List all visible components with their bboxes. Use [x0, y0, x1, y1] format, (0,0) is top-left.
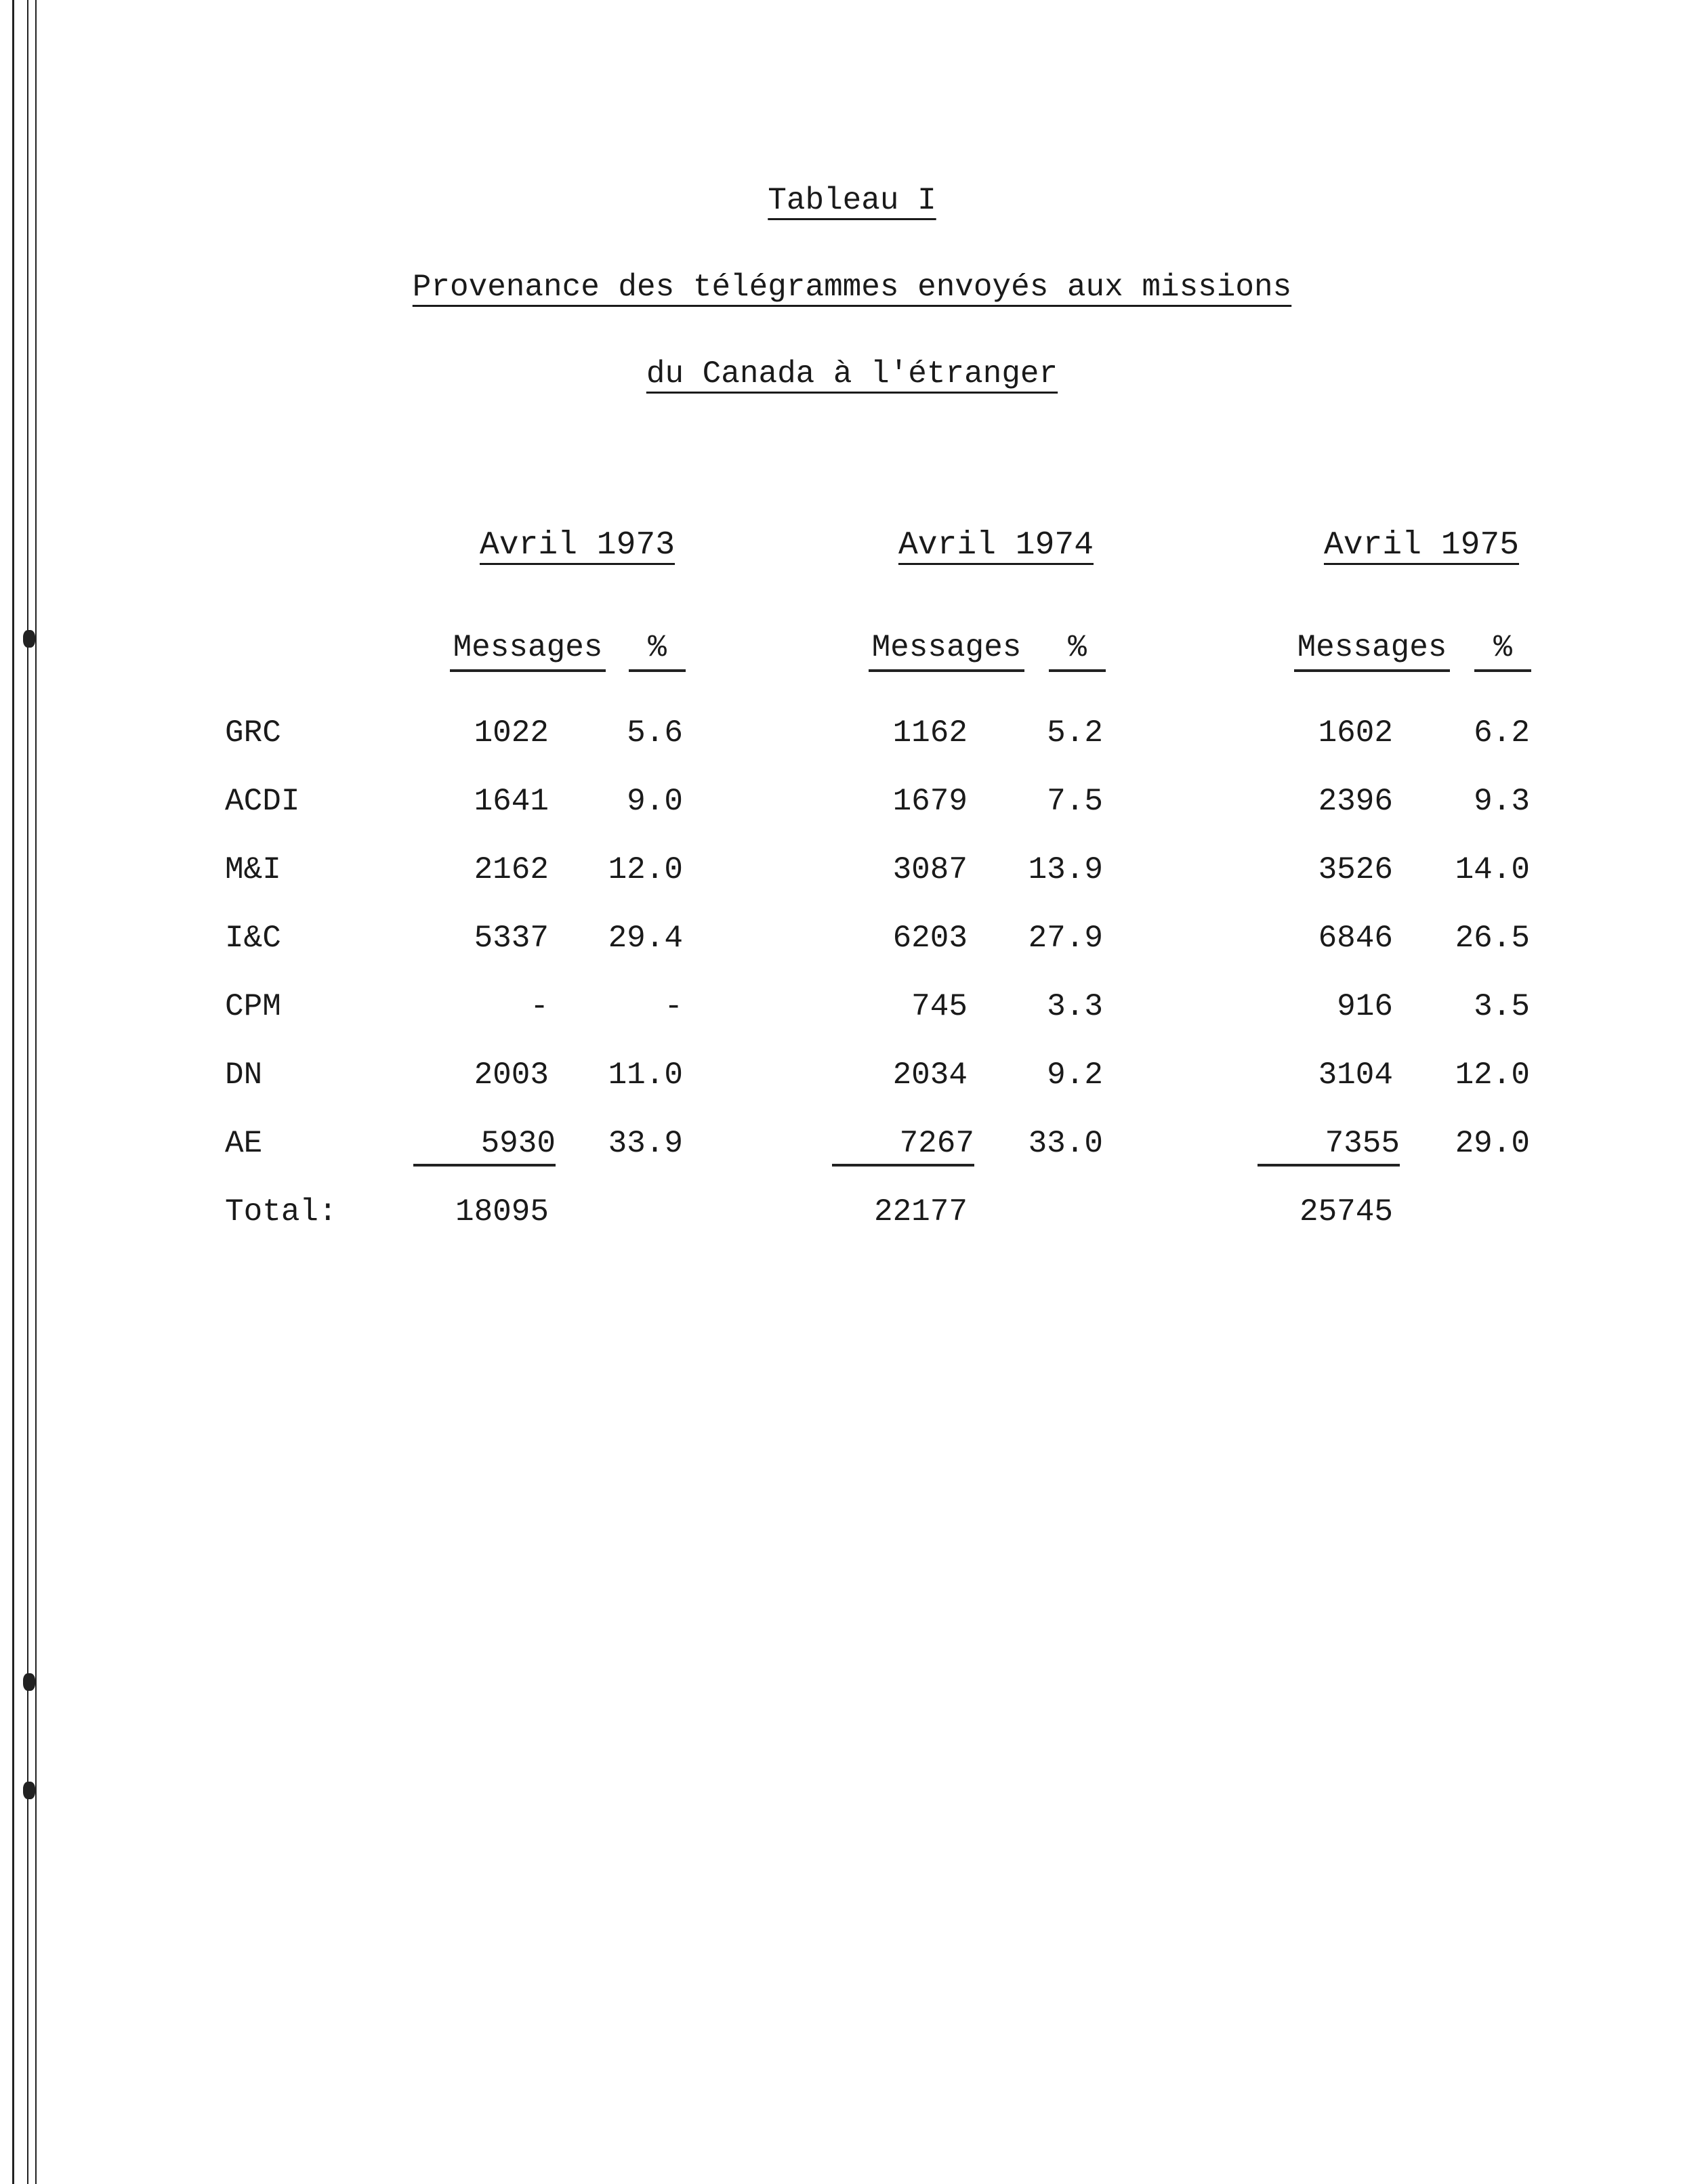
messages-cell: 3087 [892, 852, 968, 887]
messages-cell: 6203 [892, 921, 968, 956]
row-label: AE [225, 1126, 263, 1161]
table-title: Tableau I [768, 183, 936, 218]
messages-cell: 2034 [892, 1057, 968, 1093]
messages-cell: 5930 [413, 1126, 556, 1167]
messages-cell: - [530, 989, 549, 1024]
messages-cell: 1162 [892, 715, 968, 751]
total-value: 18095 [455, 1194, 549, 1230]
percent-cell: 26.5 [1455, 921, 1530, 956]
row-label: ACDI [225, 784, 300, 819]
messages-cell: 7355 [1258, 1126, 1400, 1167]
messages-cell: 2396 [1318, 784, 1393, 819]
percent-header: % [629, 630, 686, 672]
messages-cell: 2003 [474, 1057, 549, 1093]
row-label: I&C [225, 921, 281, 956]
binding-clip-mark [23, 1673, 35, 1691]
messages-cell: 6846 [1318, 921, 1393, 956]
binding-clip-mark [23, 630, 35, 648]
table-subtitle-line2: du Canada à l'étranger [646, 356, 1058, 392]
messages-header: Messages [869, 630, 1024, 672]
percent-header: % [1474, 630, 1531, 672]
total-value: 22177 [873, 1194, 968, 1230]
messages-cell: 1022 [474, 715, 549, 751]
percent-cell: 5.6 [627, 715, 683, 751]
binding-line [12, 0, 14, 2184]
percent-cell: 7.5 [1047, 784, 1103, 819]
table-subtitle-line1: Provenance des télégrammes envoyés aux missions [412, 270, 1292, 305]
row-label: DN [225, 1057, 263, 1093]
messages-cell: 5337 [474, 921, 549, 956]
percent-cell: 3.3 [1047, 989, 1103, 1024]
percent-cell: 29.4 [608, 921, 683, 956]
percent-cell: 13.9 [1028, 852, 1103, 887]
percent-cell: 12.0 [1455, 1057, 1530, 1093]
row-label: M&I [225, 852, 281, 887]
row-label: CPM [225, 989, 281, 1024]
messages-cell: 2162 [474, 852, 549, 887]
percent-header: % [1049, 630, 1106, 672]
percent-cell: 5.2 [1047, 715, 1103, 751]
messages-cell: 3526 [1318, 852, 1393, 887]
percent-cell: 9.2 [1047, 1057, 1103, 1093]
year-header-1973: Avril 1973 [479, 527, 676, 564]
messages-cell: 916 [1337, 989, 1393, 1024]
percent-cell: 33.0 [1028, 1126, 1103, 1161]
messages-header: Messages [1294, 630, 1450, 672]
messages-cell: 3104 [1318, 1057, 1393, 1093]
binding-line [27, 0, 28, 2184]
percent-cell: 11.0 [608, 1057, 683, 1093]
percent-cell: 9.3 [1474, 784, 1530, 819]
messages-cell: 1641 [474, 784, 549, 819]
messages-cell: 7267 [832, 1126, 974, 1167]
messages-header: Messages [450, 630, 606, 672]
binding-clip-mark [23, 1782, 35, 1799]
year-header-1974: Avril 1974 [898, 527, 1094, 564]
percent-cell: 33.9 [608, 1126, 683, 1161]
percent-cell: 14.0 [1455, 852, 1530, 887]
percent-cell: 3.5 [1474, 989, 1530, 1024]
binding-edge [0, 0, 42, 2184]
messages-cell: 1679 [892, 784, 968, 819]
percent-cell: 12.0 [608, 852, 683, 887]
row-label: GRC [225, 715, 281, 751]
percent-cell: 27.9 [1028, 921, 1103, 956]
messages-cell: 745 [911, 989, 968, 1024]
total-label: Total: [225, 1194, 337, 1230]
messages-cell: 1602 [1318, 715, 1393, 751]
year-header-1975: Avril 1975 [1323, 527, 1520, 564]
total-value: 25745 [1299, 1194, 1393, 1230]
percent-cell: 6.2 [1474, 715, 1530, 751]
percent-cell: 9.0 [627, 784, 683, 819]
percent-cell: - [664, 989, 683, 1024]
binding-line [35, 0, 37, 2184]
percent-cell: 29.0 [1455, 1126, 1530, 1161]
